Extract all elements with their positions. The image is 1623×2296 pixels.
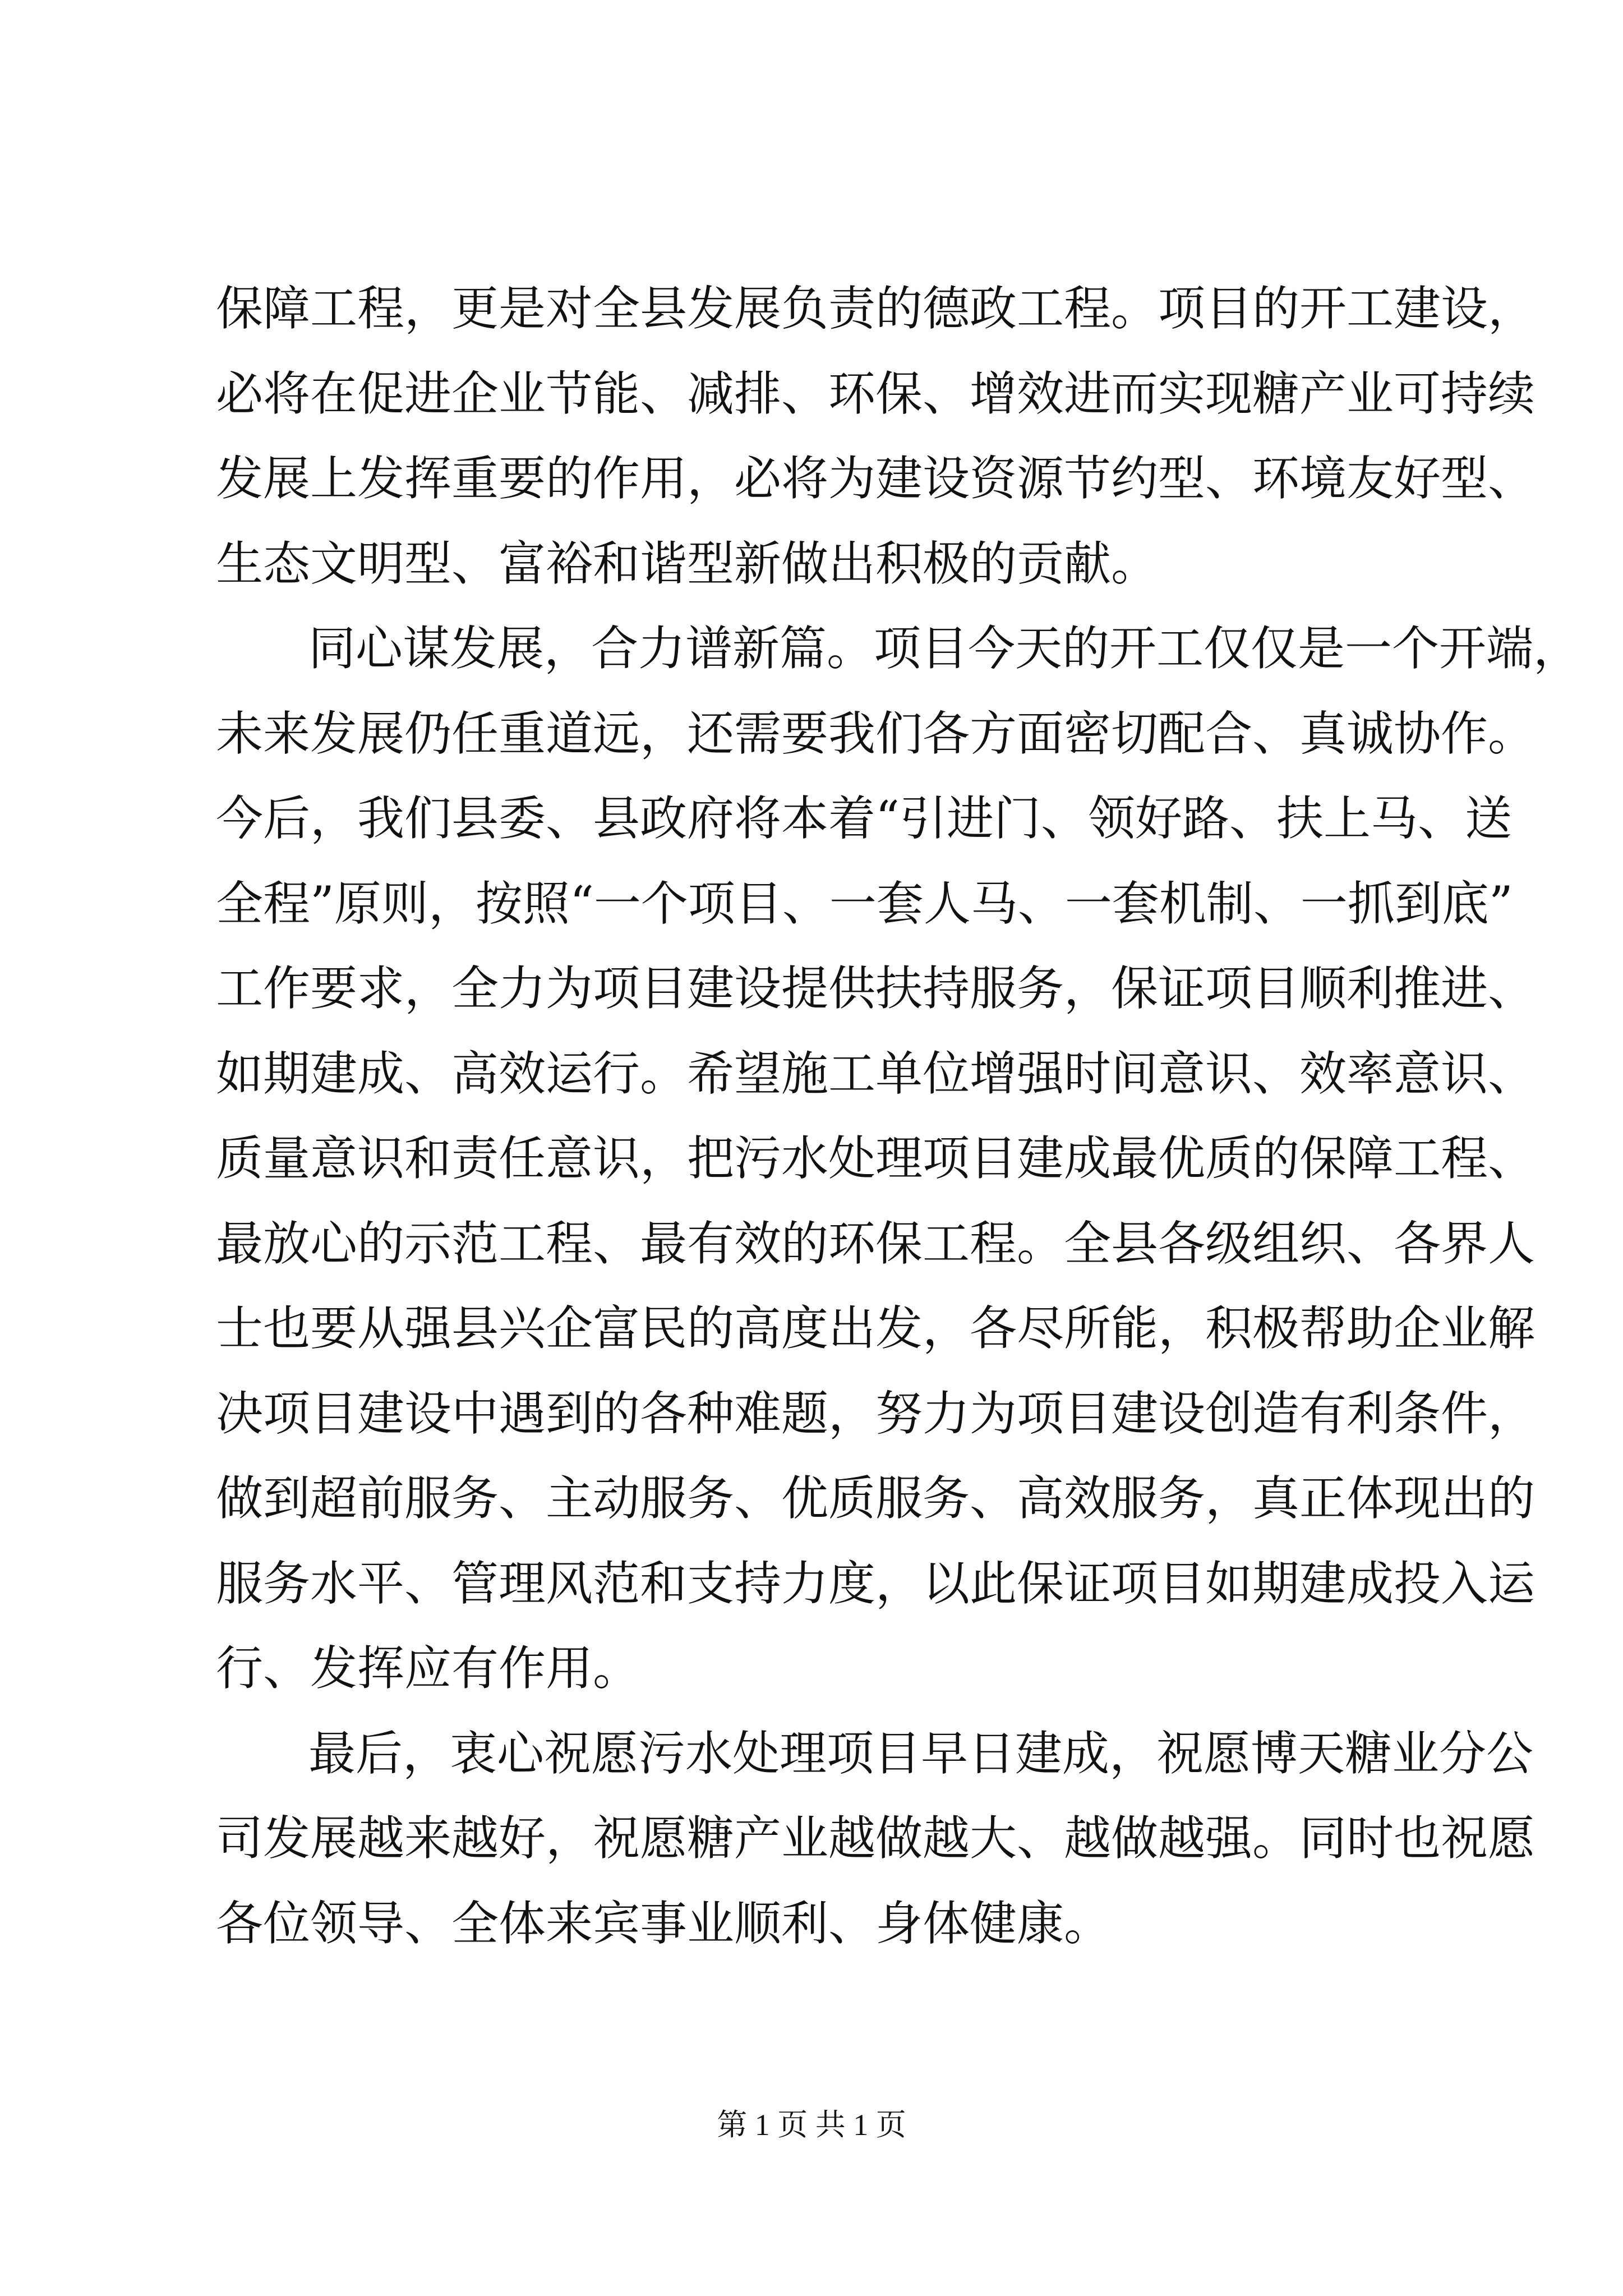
text-line: 各位领导、全体来宾事业顺利、身体健康。 (216, 1895, 1112, 1951)
text-line: 司发展越来越好，祝愿糖产业越做越大、越做越强。同时也祝愿 (216, 1811, 1536, 1866)
document-body (216, 266, 1581, 1966)
text-line: 同心谋发展，合力谱新篇。项目今天的开工仅仅是一个开端， (308, 621, 1581, 676)
text-line: 生态文明型、富裕和谐型新做出积极的贡献。 (216, 536, 1159, 591)
text-line: 今后，我们县委、县政府将本着“引进门、领好路、扶上马、送 (216, 791, 1512, 846)
text-line: 如期建成、高效运行。希望施工单位增强时间意识、效率意识、 (216, 1046, 1536, 1101)
text-line: 做到超前服务、主动服务、优质服务、高效服务，真正体现出的 (216, 1471, 1536, 1526)
text-line: 决项目建设中遇到的各种难题，努力为项目建设创造有利条件， (216, 1386, 1536, 1441)
text-line: 最后，衷心祝愿污水处理项目早日建成，祝愿博天糖业分公 (308, 1726, 1534, 1781)
text-line: 质量意识和责任意识，把污水处理项目建成最优质的保障工程、 (216, 1131, 1536, 1186)
page-number-footer: 第 1 页 共 1 页 (717, 2108, 906, 2142)
text-line: 必将在促进企业节能、减排、环保、增效进而实现糖产业可持续 (216, 366, 1536, 421)
paragraph-3 (216, 1711, 1536, 1967)
text-line: 工作要求，全力为项目建设提供扶持服务，保证项目顺利推进、 (216, 961, 1536, 1016)
text-line: 发展上发挥重要的作用，必将为建设资源节约型、环境友好型、 (216, 451, 1536, 506)
text-line: 最放心的示范工程、最有效的环保工程。全县各级组织、各界人 (216, 1216, 1536, 1271)
text-line: 保障工程，更是对全县发展负责的德政工程。项目的开工建设， (216, 281, 1536, 336)
paragraph-2 (216, 606, 1581, 1711)
text-line: 士也要从强县兴企富民的高度出发，各尽所能，积极帮助企业解 (216, 1301, 1536, 1356)
paragraph-1 (216, 266, 1536, 606)
text-line: 服务水平、管理风范和支持力度，以此保证项目如期建成投入运 (216, 1556, 1536, 1611)
text-line: 未来发展仍任重道远，还需要我们各方面密切配合、真诚协作。 (216, 706, 1536, 761)
text-line: 全程”原则，按照“一个项目、一套人马、一套机制、一抓到底” (216, 876, 1513, 931)
text-line: 行、发挥应有作用。 (216, 1641, 640, 1696)
